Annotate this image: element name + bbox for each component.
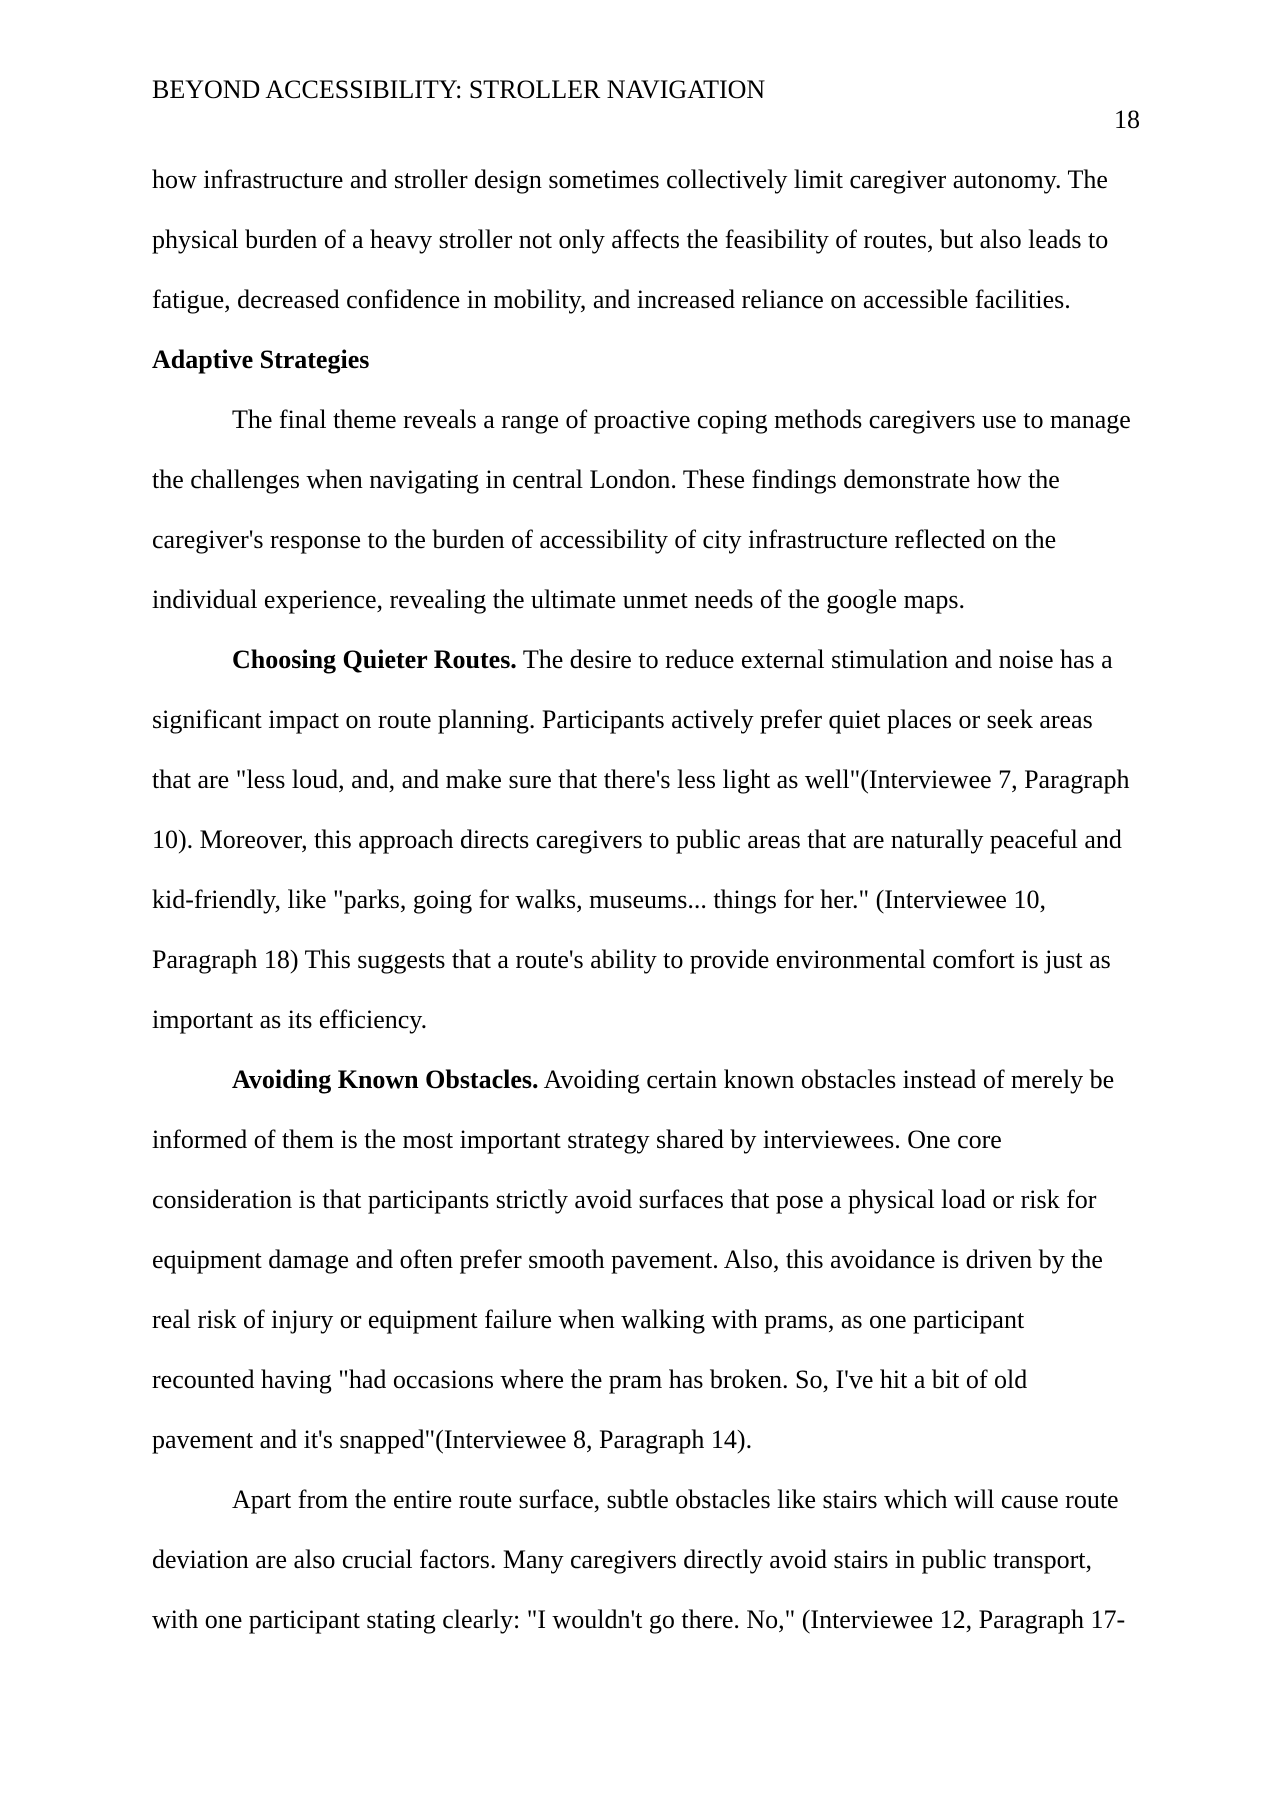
paragraph-first-line [152, 1062, 1142, 1122]
text-line: kid-friendly, like "parks, going for walks, museums... things for her." (Interviewee 10, [152, 885, 1046, 914]
text-line: equipment damage and often prefer smooth pavement. Also, this avoidance is driven by the [152, 1245, 1103, 1274]
line-text: The desire to reduce external stimulation and noise has a [516, 645, 1113, 674]
text-line: that are "less loud, and, and make sure that there's less light as well"(Interviewee 7, Paragraph [152, 765, 1130, 794]
text-line: how infrastructure and stroller design sometimes collectively limit caregiver autonomy. The [152, 165, 1108, 194]
section-heading-line [152, 342, 1142, 402]
text-line: important as its efficiency. [152, 1005, 428, 1034]
text-line: with one participant stating clearly: "I wouldn't go there. No," (Interviewee 12, Paragraph 17- [152, 1605, 1126, 1634]
subsection-heading: Avoiding Known Obstacles. [232, 1065, 539, 1094]
paragraph-first-line [152, 642, 1142, 702]
text-line: deviation are also crucial factors. Many caregivers directly avoid stairs in public transport, [152, 1545, 1092, 1574]
paragraph-first-line: Apart from the entire route surface, subtle obstacles like stairs which will cause route [232, 1485, 1119, 1514]
text-line: pavement and it's snapped"(Interviewee 8, Paragraph 14). [152, 1425, 753, 1454]
text-line: real risk of injury or equipment failure when walking with prams, as one participant [152, 1305, 1025, 1334]
text-line: caregiver's response to the burden of accessibility of city infrastructure reflected on the [152, 525, 1057, 554]
text-line: 10). Moreover, this approach directs caregivers to public areas that are naturally peaceful and [152, 825, 1122, 854]
line-text: Avoiding certain known obstacles instead of merely be [538, 1065, 1115, 1094]
body-text [152, 162, 1142, 1662]
text-line: recounted having "had occasions where the pram has broken. So, I've hit a bit of old [152, 1365, 1028, 1394]
running-head: BEYOND ACCESSIBILITY: STROLLER NAVIGATION [152, 75, 766, 104]
text-line: individual experience, revealing the ultimate unmet needs of the google maps. [152, 585, 965, 614]
text-line: fatigue, decreased confidence in mobility, and increased reliance on accessible facilities. [152, 285, 1071, 314]
subsection-heading: Choosing Quieter Routes. [232, 645, 517, 674]
text-line: consideration is that participants strictly avoid surfaces that pose a physical load or risk for [152, 1185, 1097, 1214]
page-number: 18 [1114, 105, 1140, 134]
text-line: Paragraph 18) This suggests that a route's ability to provide environmental comfort is just as [152, 945, 1111, 974]
text-line: informed of them is the most important strategy shared by interviewees. One core [152, 1125, 1002, 1154]
section-heading: Adaptive Strategies [152, 345, 370, 374]
text-line: significant impact on route planning. Participants actively prefer quiet places or seek areas [152, 705, 1093, 734]
text-line: physical burden of a heavy stroller not only affects the feasibility of routes, but also leads to [152, 225, 1109, 254]
text-line: the challenges when navigating in central London. These findings demonstrate how the [152, 465, 1060, 494]
paragraph-first-line: The final theme reveals a range of proactive coping methods caregivers use to manage [232, 405, 1131, 434]
